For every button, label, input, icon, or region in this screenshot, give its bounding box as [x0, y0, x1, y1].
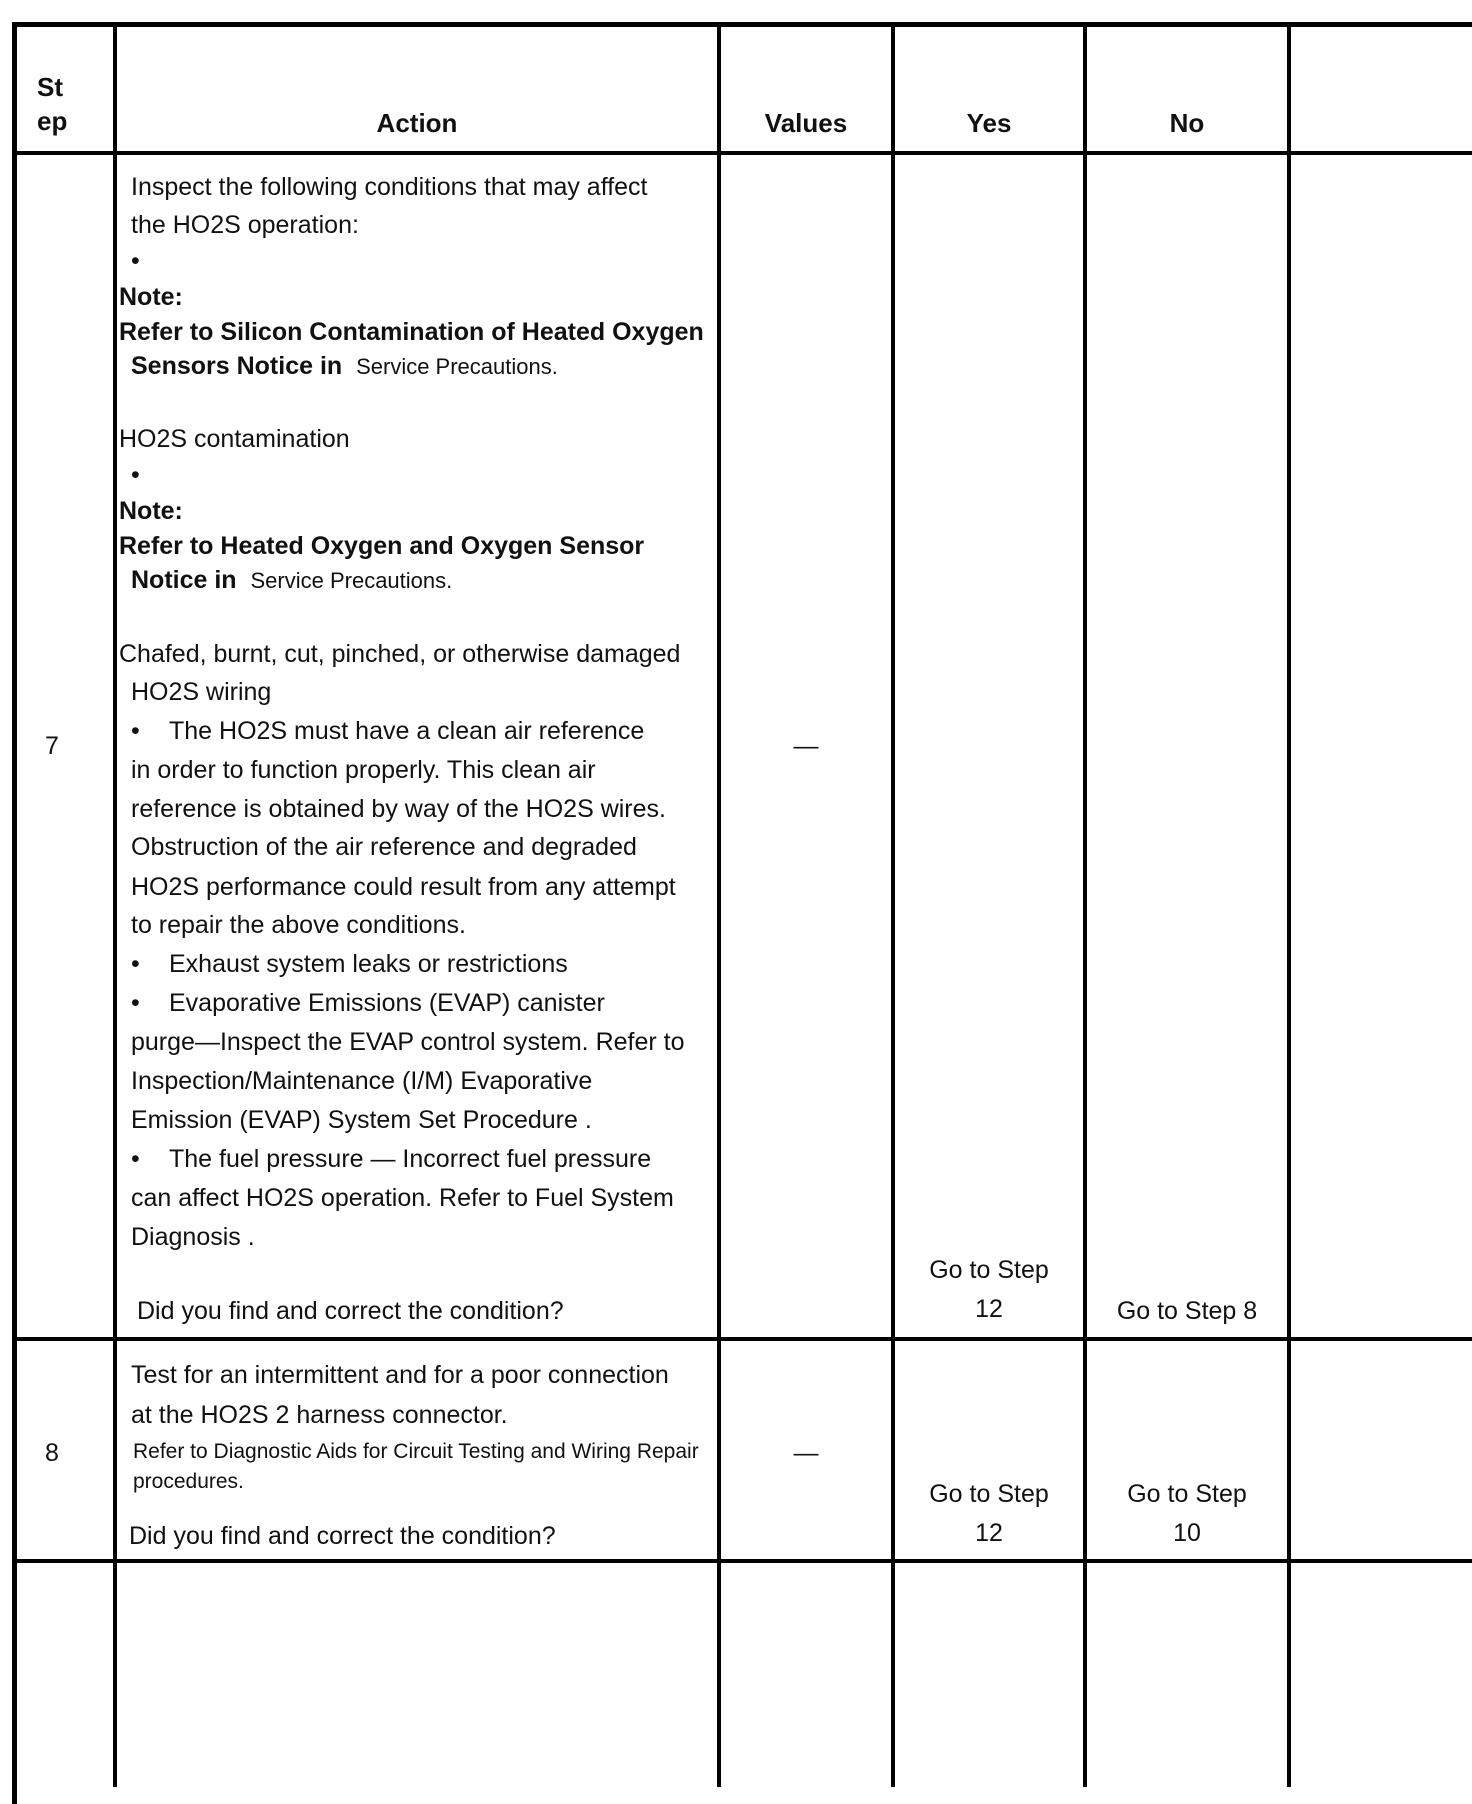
row7-no: Go to Step 8: [1116, 1297, 1258, 1325]
bullet-item: • Evaporative Emissions (EVAP) canister: [131, 981, 605, 1026]
header-action: Action: [376, 108, 458, 138]
action-line: reference is obtained by way of the HO2S wires.: [131, 795, 666, 823]
table-bottom-border: [17, 1559, 1472, 1563]
action-line: can affect HO2S operation. Refer to Fuel System: [131, 1184, 674, 1212]
action-line: purge—Inspect the EVAP control system. Refer to: [131, 1028, 685, 1056]
action-line: Inspect the following conditions that may affect: [131, 173, 648, 201]
note-text: Refer to Silicon Contamination of Heated Oxygen: [119, 318, 704, 346]
note-label: Note:: [119, 283, 183, 311]
note-label: Note:: [119, 497, 183, 525]
action-line: procedures.: [133, 1470, 244, 1493]
condition-item: HO2S wiring: [131, 678, 272, 706]
row8-values: —: [793, 1439, 819, 1467]
action-line: Test for an intermittent and for a poor connection: [131, 1361, 669, 1389]
diagnostic-table: [12, 22, 1472, 1804]
header-values: Values: [764, 108, 848, 138]
row8-step: 8: [45, 1439, 59, 1467]
header-yes: Yes: [966, 108, 1012, 138]
note-text: Notice in Service Precautions.: [131, 566, 453, 594]
action-line: the HO2S operation:: [131, 211, 359, 239]
row7-step: 7: [45, 732, 59, 760]
action-line: Diagnosis .: [131, 1223, 255, 1251]
column-divider: [1287, 27, 1291, 1787]
condition-item: HO2S contamination: [119, 425, 350, 453]
question: Did you find and correct the condition?: [137, 1297, 564, 1325]
bullet: •: [131, 461, 140, 489]
header-no: No: [1169, 108, 1205, 138]
bullet-item: • Exhaust system leaks or restrictions: [131, 942, 568, 987]
action-line: at the HO2S 2 harness connector.: [131, 1401, 508, 1429]
bullet-item: • The HO2S must have a clean air reference: [131, 709, 644, 754]
row7-yes: Go to Step 12: [929, 1256, 1049, 1323]
action-line: Emission (EVAP) System Set Procedure .: [131, 1106, 592, 1134]
header-step: St ep: [37, 72, 68, 136]
action-line: in order to function properly. This clean air: [131, 756, 596, 784]
column-divider: [717, 27, 721, 1787]
action-line: Refer to Diagnostic Aids for Circuit Testing and Wiring Repair: [133, 1440, 699, 1463]
row-divider: [17, 1337, 1472, 1341]
column-divider: [113, 27, 117, 1787]
action-line: HO2S performance could result from any attempt: [131, 873, 676, 901]
action-line: Obstruction of the air reference and degraded: [131, 833, 637, 861]
condition-item: Chafed, burnt, cut, pinched, or otherwise damaged: [119, 640, 681, 668]
question: Did you find and correct the condition?: [129, 1522, 556, 1550]
action-line: to repair the above conditions.: [131, 911, 466, 939]
row8-yes: Go to Step 12: [929, 1480, 1049, 1547]
row7-values: —: [793, 732, 819, 760]
note-text: Sensors Notice in Service Precautions.: [131, 352, 558, 380]
note-text: Refer to Heated Oxygen and Oxygen Sensor: [119, 532, 645, 560]
bullet-item: • The fuel pressure — Incorrect fuel pressure: [131, 1137, 651, 1182]
header-divider: [17, 151, 1472, 155]
action-line: Inspection/Maintenance (I/M) Evaporative: [131, 1067, 593, 1095]
row8-no: Go to Step 10: [1127, 1480, 1247, 1547]
bullet: •: [131, 247, 140, 275]
